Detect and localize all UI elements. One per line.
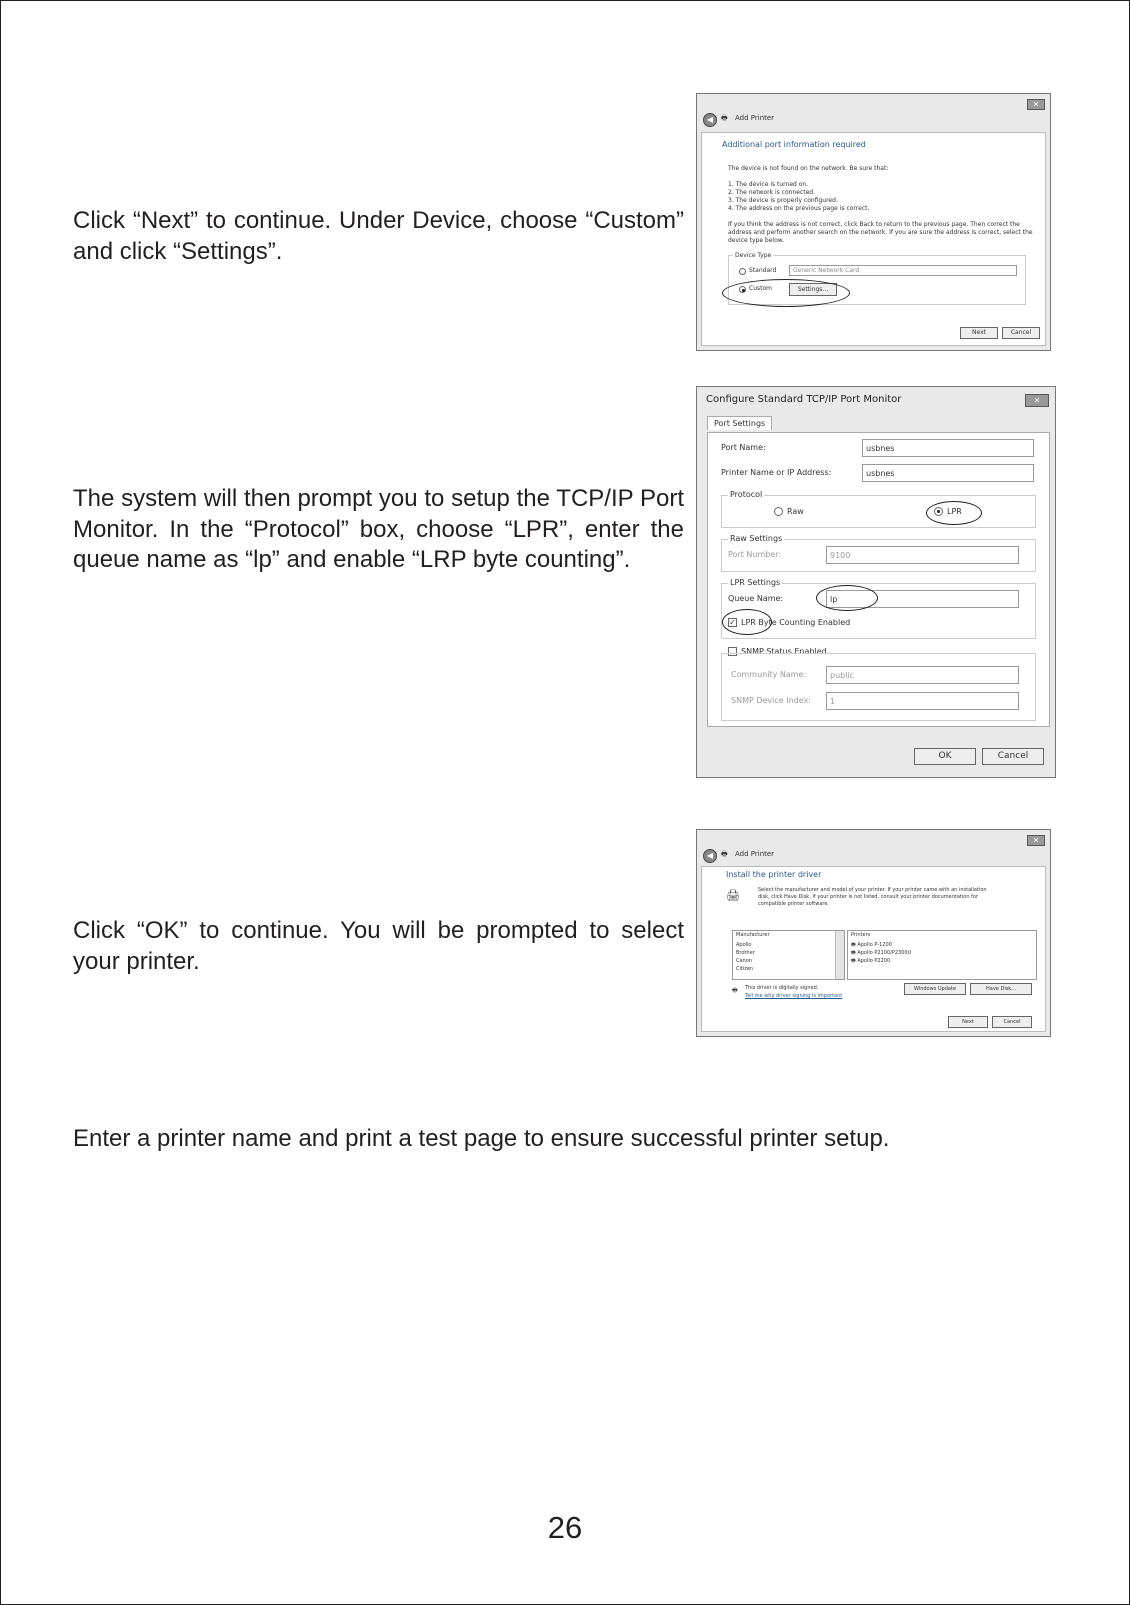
port-name-input[interactable]: usbnes <box>862 439 1034 457</box>
device-type-label: Device Type <box>735 252 772 259</box>
cancel-button[interactable]: Cancel <box>992 1016 1032 1028</box>
printer-icon: 🖶 <box>851 958 858 964</box>
custom-label: Custom <box>749 285 772 292</box>
close-icon[interactable]: ✕ <box>1027 835 1045 846</box>
screenshot-add-printer-port-info <box>696 93 1051 351</box>
instruction-test-page: Enter a printer name and print a test page to ensure successful printer setup. <box>73 1125 890 1152</box>
next-button[interactable]: Next <box>948 1016 988 1028</box>
snmp-label: SNMP Status Enabled <box>741 647 827 656</box>
lpr-settings-label: LPR Settings <box>730 578 781 587</box>
back-arrow-icon[interactable]: ◀ <box>703 113 717 127</box>
ok-button[interactable]: OK <box>914 748 976 765</box>
screenshot-install-driver <box>696 829 1051 1037</box>
printer-icon: 🖶 <box>851 942 858 948</box>
community-input[interactable]: public <box>826 666 1019 684</box>
printer-icon: 🖶 <box>851 950 858 956</box>
list-item[interactable]: Citizen <box>736 966 754 972</box>
protocol-label: Protocol <box>730 490 763 499</box>
manufacturer-header: Manufacturer <box>736 932 770 938</box>
list-item[interactable] <box>851 950 911 958</box>
byte-counting-checkbox[interactable]: ✓ <box>729 618 736 627</box>
close-icon[interactable]: ✕ <box>1027 99 1045 110</box>
description-line: disk, click Have Disk. If your printer is not listed, consult your printer documentation for <box>758 894 978 900</box>
raw-settings-group <box>721 534 1036 572</box>
intro-text: The device is not found on the network. Be sure that: <box>728 165 889 172</box>
instruction-ok-select-printer: Click “OK” to continue. You will be prompted to select your printer. <box>73 917 684 975</box>
printer-disk-icon: 🖨 <box>726 889 740 902</box>
window-title: Configure Standard TCP/IP Port Monitor <box>706 394 902 405</box>
lpr-settings-group <box>721 578 1036 639</box>
byte-counting-label: LPR Byte Counting Enabled <box>741 618 851 627</box>
printer-name: Apollo P-1200 <box>857 942 892 948</box>
dialog-body <box>701 132 1046 346</box>
snmp-group <box>721 653 1036 721</box>
raw-settings-label: Raw Settings <box>730 534 783 543</box>
standard-radio[interactable] <box>739 268 746 275</box>
tab-port-settings[interactable]: Port Settings <box>707 416 772 430</box>
lpr-label: LPR <box>947 507 962 516</box>
window-title: Add Printer <box>735 850 775 858</box>
port-name-label: Port Name: <box>721 443 766 452</box>
checklist-item: 3. The device is properly configured. <box>728 197 838 204</box>
have-disk-button[interactable]: Have Disk... <box>970 983 1032 995</box>
raw-label: Raw <box>787 507 804 516</box>
page-number: 26 <box>547 1510 583 1545</box>
address-input[interactable]: usbnes <box>862 464 1034 482</box>
list-item[interactable] <box>851 958 890 966</box>
next-button[interactable]: Next <box>960 327 998 339</box>
queue-name-input[interactable]: lp <box>826 590 1019 608</box>
list-item[interactable]: Apollo <box>736 942 752 948</box>
signed-driver-icon: 🖶 <box>732 987 738 994</box>
printer-name: Apollo P2200 <box>857 958 891 964</box>
instruction-tcpip-port: The system will then prompt you to setup the TCP/IP Port Monitor. In the “Protocol” box, choose “LPR”, enter the queue name as “lp” and enable “LRP byte counting”. <box>73 485 684 573</box>
settings-button[interactable]: Settings... <box>789 283 837 296</box>
signed-text: This driver is digitally signed. <box>745 985 819 991</box>
window-title: Add Printer <box>735 114 775 122</box>
manufacturer-list[interactable] <box>732 930 845 980</box>
raw-radio[interactable] <box>774 507 783 516</box>
note-line: If you think the address is not correct, click Back to return to the previous page. Then correct the <box>728 221 1020 228</box>
checklist-item: 2. The network is connected. <box>728 189 815 196</box>
screenshot-tcpip-port-monitor <box>696 386 1056 778</box>
standard-label: Standard <box>749 267 777 274</box>
driver-signing-link[interactable]: Tell me why driver signing is important <box>745 993 843 999</box>
dialog-heading: Install the printer driver <box>726 870 822 879</box>
port-number-label: Port Number: <box>728 550 782 559</box>
tab-panel <box>707 432 1050 727</box>
protocol-group <box>721 490 1036 528</box>
back-arrow-icon[interactable]: ◀ <box>703 849 717 863</box>
cancel-button[interactable]: Cancel <box>1002 327 1040 339</box>
queue-name-label: Queue Name: <box>728 594 784 603</box>
checklist-item: 1. The device is turned on. <box>728 181 809 188</box>
list-item[interactable]: Canon <box>736 958 752 964</box>
description-line: compatible printer software. <box>758 901 830 907</box>
dialog-heading: Additional port information required <box>722 140 866 149</box>
note-line: address and perform another search on the network. If you are sure the address is correct, select the <box>728 229 1033 236</box>
windows-update-button[interactable]: Windows Update <box>904 983 966 995</box>
printers-header: Printers <box>851 932 871 938</box>
instruction-next-custom: Click “Next” to continue. Under Device, choose “Custom” and click “Settings”. <box>73 207 684 265</box>
printer-icon: 🖶 <box>721 114 728 122</box>
checklist-item: 4. The address on the previous page is correct. <box>728 205 870 212</box>
printer-icon: 🖶 <box>721 850 728 858</box>
lpr-radio[interactable] <box>934 507 943 516</box>
printers-list[interactable] <box>847 930 1037 980</box>
device-index-input[interactable]: 1 <box>826 692 1019 710</box>
device-index-label: SNMP Device Index: <box>731 696 811 705</box>
dialog-body <box>701 866 1046 1032</box>
note-line: device type below. <box>728 237 785 244</box>
standard-select[interactable]: Generic Network Card <box>789 265 1017 276</box>
custom-radio[interactable] <box>739 286 746 293</box>
community-label: Community Name: <box>731 670 807 679</box>
cancel-button[interactable]: Cancel <box>982 748 1044 765</box>
port-number-input[interactable]: 9100 <box>826 546 1019 564</box>
list-item[interactable] <box>851 942 892 950</box>
address-label: Printer Name or IP Address: <box>721 468 832 477</box>
list-item[interactable]: Brother <box>736 950 755 956</box>
device-type-group <box>728 252 1026 305</box>
description-line: Select the manufacturer and model of your printer. If your printer came with an installation <box>758 887 987 893</box>
scrollbar[interactable] <box>835 931 844 979</box>
close-icon[interactable]: ✕ <box>1025 394 1049 407</box>
printer-name: Apollo P2100/P2300U <box>857 950 912 956</box>
